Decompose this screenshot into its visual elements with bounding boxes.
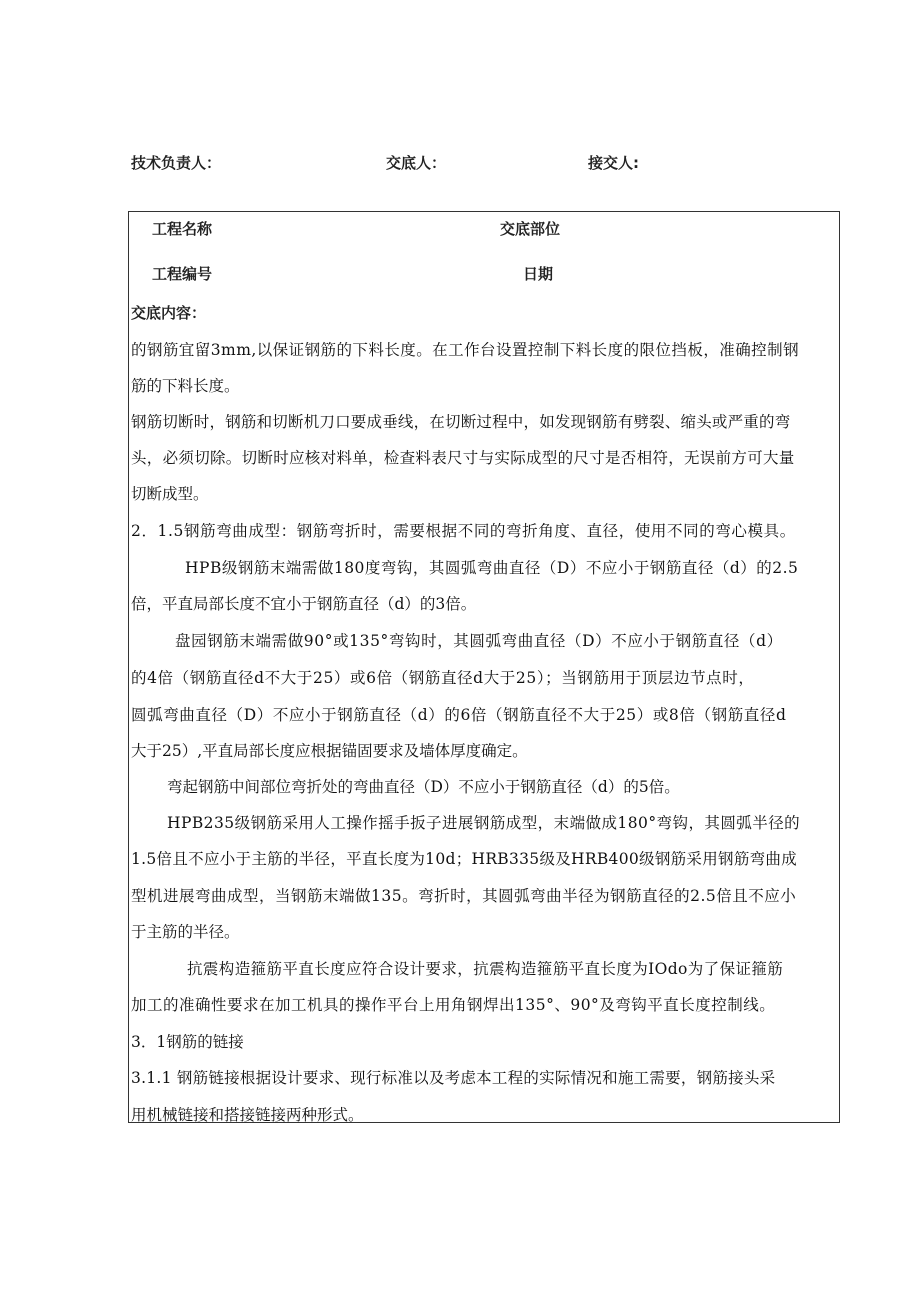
content-line: 2．1.5钢筋弯曲成型：钢筋弯折时，需要根据不同的弯折角度、直径，使用不同的弯心模具。 — [131, 522, 796, 540]
content-line: 的钢筋宜留3mm,以保证钢筋的下料长度。在工作台设置控制下料长度的限位挡板，准确控制钢 — [131, 341, 800, 359]
content-line: 型机进展弯曲成型，当钢筋末端做135。弯折时，其圆弧弯曲半径为钢筋直径的2.5倍且不应小 — [131, 887, 797, 905]
content-line: 用机械链接和搭接链接两种形式。 — [131, 1106, 364, 1124]
content-label: 交底内容： — [131, 304, 207, 322]
content-line: 弯起钢筋中间部位弯折处的弯曲直径（D）不应小于钢筋直径（d）的5倍。 — [167, 778, 680, 796]
content-line: 加工的准确性要求在加工机具的操作平台上用角钢焊出135°、90°及弯钩平直长度控制线。 — [131, 996, 776, 1014]
content-line: 3.1.1 钢筋链接根据设计要求、现行标准以及考虑本工程的实际情况和施工需要，钢筋接头采 — [131, 1069, 776, 1087]
handover-part-label: 交底部位 — [500, 220, 561, 238]
content-line: 大于25）,平直局部长度应根据锚固要求及墙体厚度确定。 — [131, 742, 528, 760]
content-line: 筋的下料长度。 — [131, 377, 240, 395]
receiver-signature-label: 接交人: — [588, 154, 639, 172]
content-line: 1.5倍且不应小于主筋的半径，平直长度为10d；HRB335级及HRB400级钢筋采用钢筋弯曲成 — [131, 850, 798, 868]
project-number-label: 工程编号 — [152, 265, 213, 283]
project-name-label: 工程名称 — [152, 220, 213, 238]
content-line: 切断成型。 — [131, 485, 209, 503]
content-line: 钢筋切断时，钢筋和切断机刀口要成垂线，在切断过程中，如发现钢筋有劈裂、缩头或严重的弯 — [131, 413, 791, 431]
handover-by-signature-label: 交底人： — [386, 154, 447, 172]
date-label: 日期 — [523, 265, 554, 283]
content-line: HPB级钢筋末端需做180度弯钩，其圆弧弯曲直径（D）不应小于钢筋直径（d）的2.5 — [185, 559, 799, 577]
content-line: 的4倍（钢筋直径d不大于25）或6倍（钢筋直径d大于25）；当钢筋用于顶层边节点时， — [131, 669, 755, 687]
content-line: 倍，平直局部长度不宜小于钢筋直径（d）的3倍。 — [131, 595, 477, 613]
tech-lead-signature-label: 技术负责人： — [131, 154, 222, 172]
content-line: 3．1钢筋的链接 — [131, 1033, 244, 1051]
content-line: HPB235级钢筋采用人工操作摇手扳子进展钢筋成型，末端做成180°弯钩，其圆弧半径的 — [167, 814, 801, 832]
content-line: 圆弧弯曲直径（D）不应小于钢筋直径（d）的6倍（钢筋直径不大于25）或8倍（钢筋直径d — [131, 706, 787, 724]
content-line: 头，必须切除。切断时应核对料单，检查料表尺寸与实际成型的尺寸是否相符，无误前方可大量 — [131, 449, 795, 467]
content-line: 于主筋的半径。 — [131, 923, 240, 941]
content-line: 抗震构造箍筋平直长度应符合设计要求，抗震构造箍筋平直长度为IOdo为了保证箍筋 — [187, 960, 784, 978]
content-line: 盘园钢筋末端需做90°或135°弯钩时，其圆弧弯曲直径（D）不应小于钢筋直径（d） — [175, 632, 783, 650]
